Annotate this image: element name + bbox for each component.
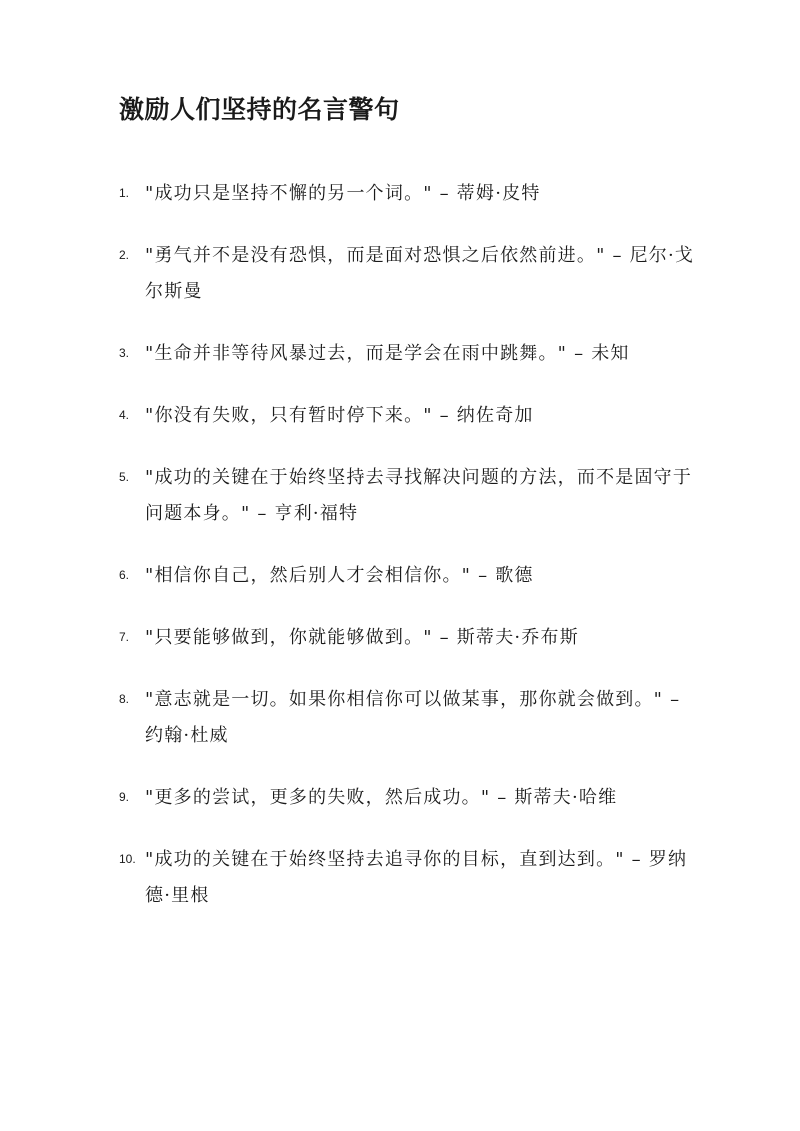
list-item-number: 10. — [119, 852, 136, 866]
list-item-number: 3. — [119, 346, 130, 360]
list-item-text: "成功只是坚持不懈的另一个词。" – 蒂姆·皮特 — [145, 183, 541, 204]
list-item — [119, 558, 705, 594]
list-item — [119, 398, 705, 434]
list-item-number: 5. — [119, 470, 130, 484]
list-item — [119, 842, 705, 914]
list-item — [119, 620, 705, 656]
list-item — [119, 682, 705, 754]
list-item-number: 2. — [119, 248, 130, 262]
list-item-number: 7. — [119, 630, 130, 644]
list-item-number: 9. — [119, 790, 130, 804]
list-item-number: 8. — [119, 692, 130, 706]
list-item-number: 1. — [119, 186, 130, 200]
list-item-text: "成功的关键在于始终坚持去寻找解决问题的方法，而不是固守于问题本身。" – 亨利·福特 — [145, 467, 693, 524]
list-item-text: "只要能够做到，你就能够做到。" – 斯蒂夫·乔布斯 — [145, 627, 579, 648]
page-title: 激励人们坚持的名言警句 — [119, 95, 400, 124]
list-item-text: "意志就是一切。如果你相信你可以做某事，那你就会做到。" – 约翰·杜威 — [145, 689, 681, 746]
list-item-text: "成功的关键在于始终坚持去追寻你的目标，直到达到。" – 罗纳德·里根 — [145, 849, 688, 906]
list-item — [119, 176, 705, 212]
list-item — [119, 336, 705, 372]
list-item-text: "你没有失败，只有暂时停下来。" – 纳佐奇加 — [145, 405, 534, 426]
list-item-number: 4. — [119, 408, 130, 422]
list-item — [119, 780, 705, 816]
list-item — [119, 460, 705, 532]
quote-list — [119, 176, 700, 914]
list-item — [119, 238, 705, 310]
list-item-text: "勇气并不是没有恐惧，而是面对恐惧之后依然前进。" – 尼尔·戈尔斯曼 — [145, 245, 695, 302]
list-item-text: "更多的尝试，更多的失败，然后成功。" – 斯蒂夫·哈维 — [145, 787, 618, 808]
list-item-text: "生命并非等待风暴过去，而是学会在雨中跳舞。" – 未知 — [145, 343, 630, 364]
list-item-text: "相信你自己，然后别人才会相信你。" – 歌德 — [145, 565, 534, 586]
list-item-number: 6. — [119, 568, 130, 582]
